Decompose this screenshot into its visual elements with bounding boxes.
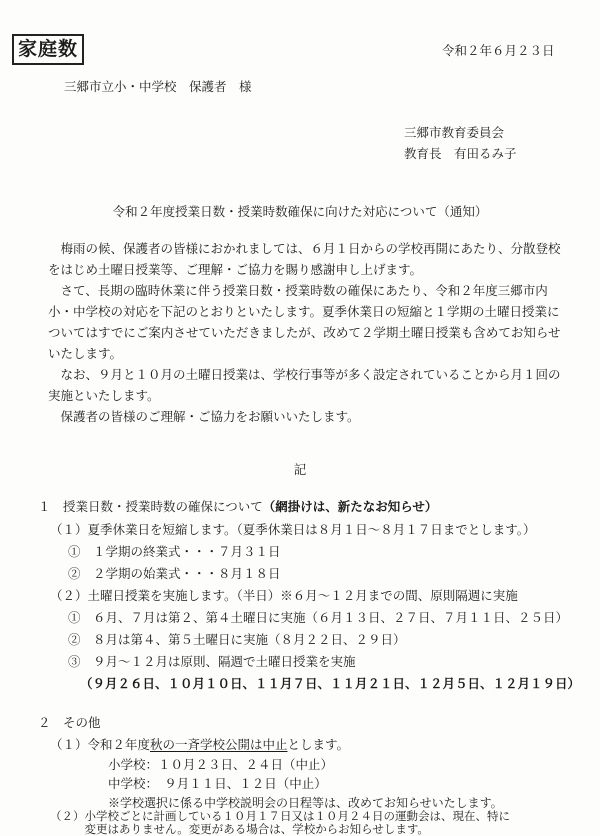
section2-item1 — [50, 736, 349, 755]
elementary-schedule: 小学校：１０月２３日、２４日（中止） — [108, 757, 334, 772]
section2-heading: ２ その他 — [38, 715, 101, 730]
category-stamp: 家庭数 — [12, 34, 84, 65]
section1-item1-sub: ② ２学期の始業式・・・８月１８日 — [68, 566, 281, 581]
issue-date: 令和２年６月２３日 — [442, 43, 555, 58]
body-paragraph: なお、９月と１０月の土曜日授業は、学校行事等が多く設定されていることから月１回の実施といたします。 — [48, 367, 561, 403]
section2-item2-text-2: 変更はありません。変更がある場合は、学校からお知らせします。 — [84, 822, 429, 836]
section1-item1-sub: ① １学期の終業式・・・７月３１日 — [68, 544, 281, 559]
recipient: 三郷市立小・中学校 保護者 様 — [64, 79, 252, 94]
section1-heading — [38, 498, 437, 517]
ki-marker: 記 — [293, 462, 307, 477]
section1-item2-sub: ① ６月、７月は第２、第４土曜日に実施（６月１３日、２７日、７月１１日、２５日） — [68, 610, 569, 625]
section1-item2-sub: ③ ９月～１２月は原則、隔週で土曜日授業を実施 — [68, 654, 356, 669]
section2-item1-prefix: （１）令和２年度 — [50, 737, 151, 752]
section2-item1-underlined: 秋の一斉学校公開は中止 — [150, 737, 288, 752]
body-paragraph: さて、長期の臨時休業に伴う授業日数・授業時数の確保にあたり、令和２年度三郷市内小・中学校の対応を下記のとおりといたします。夏季休業日の短縮と１学期の土曜日授業についてはすでにご案内させていただきましたが、改めて２学期土曜日授業も含めてお知らせいたします。 — [48, 283, 561, 361]
section2-item1-suffix: とします。 — [287, 737, 350, 752]
section1-item2: （２）土曜日授業を実施します。（半日）※６月～１２月までの間、原則隔週に実施 — [50, 588, 518, 603]
sender-name: 教育長 有田るみ子 — [404, 146, 517, 161]
section1-heading-text: １ 授業日数・授業時数の確保について — [38, 499, 263, 514]
section2-item2-text-1: （２）小学校ごとに計画している１０月１７日又は１０月２４日の運動会は、現在、特に — [50, 809, 510, 823]
section1-item2-dates: （９月２６日、１０月１０日、１１月７日、１１月２１日、１２月５日、１２月１９日） — [80, 676, 581, 691]
section2-item2 — [50, 810, 510, 836]
section2-note: ※学校選択に係る中学校説明会の日程等は、改めてお知らせいたします。 — [108, 796, 503, 810]
sender-org: 三郷市教育委員会 — [404, 125, 505, 140]
junior-high-schedule: 中学校： ９月１１日、１２日（中止） — [108, 776, 327, 791]
section1-item1: （１）夏季休業日を短縮します。（夏季休業日は８月１日～８月１７日までとします。） — [50, 522, 536, 537]
section1-heading-note: （網掛けは、新たなお知らせ） — [262, 499, 438, 514]
body-paragraph: 梅雨の候、保護者の皆様におかれましては、６月１日からの学校再開にあたり、分散登校をはじめ土曜日授業等、ご理解・ご協力を賜り感謝申し上げます。 — [48, 241, 561, 277]
body-paragraph: 保護者の皆様のご理解・ご協力をお願いいたします。 — [60, 409, 360, 424]
document-title: 令和２年度授業日数・授業時数確保に向けた対応について（通知） — [112, 204, 488, 219]
section1-item2-sub: ② ８月は第４、第５土曜日に実施（８月２２日、２９日） — [68, 632, 406, 647]
